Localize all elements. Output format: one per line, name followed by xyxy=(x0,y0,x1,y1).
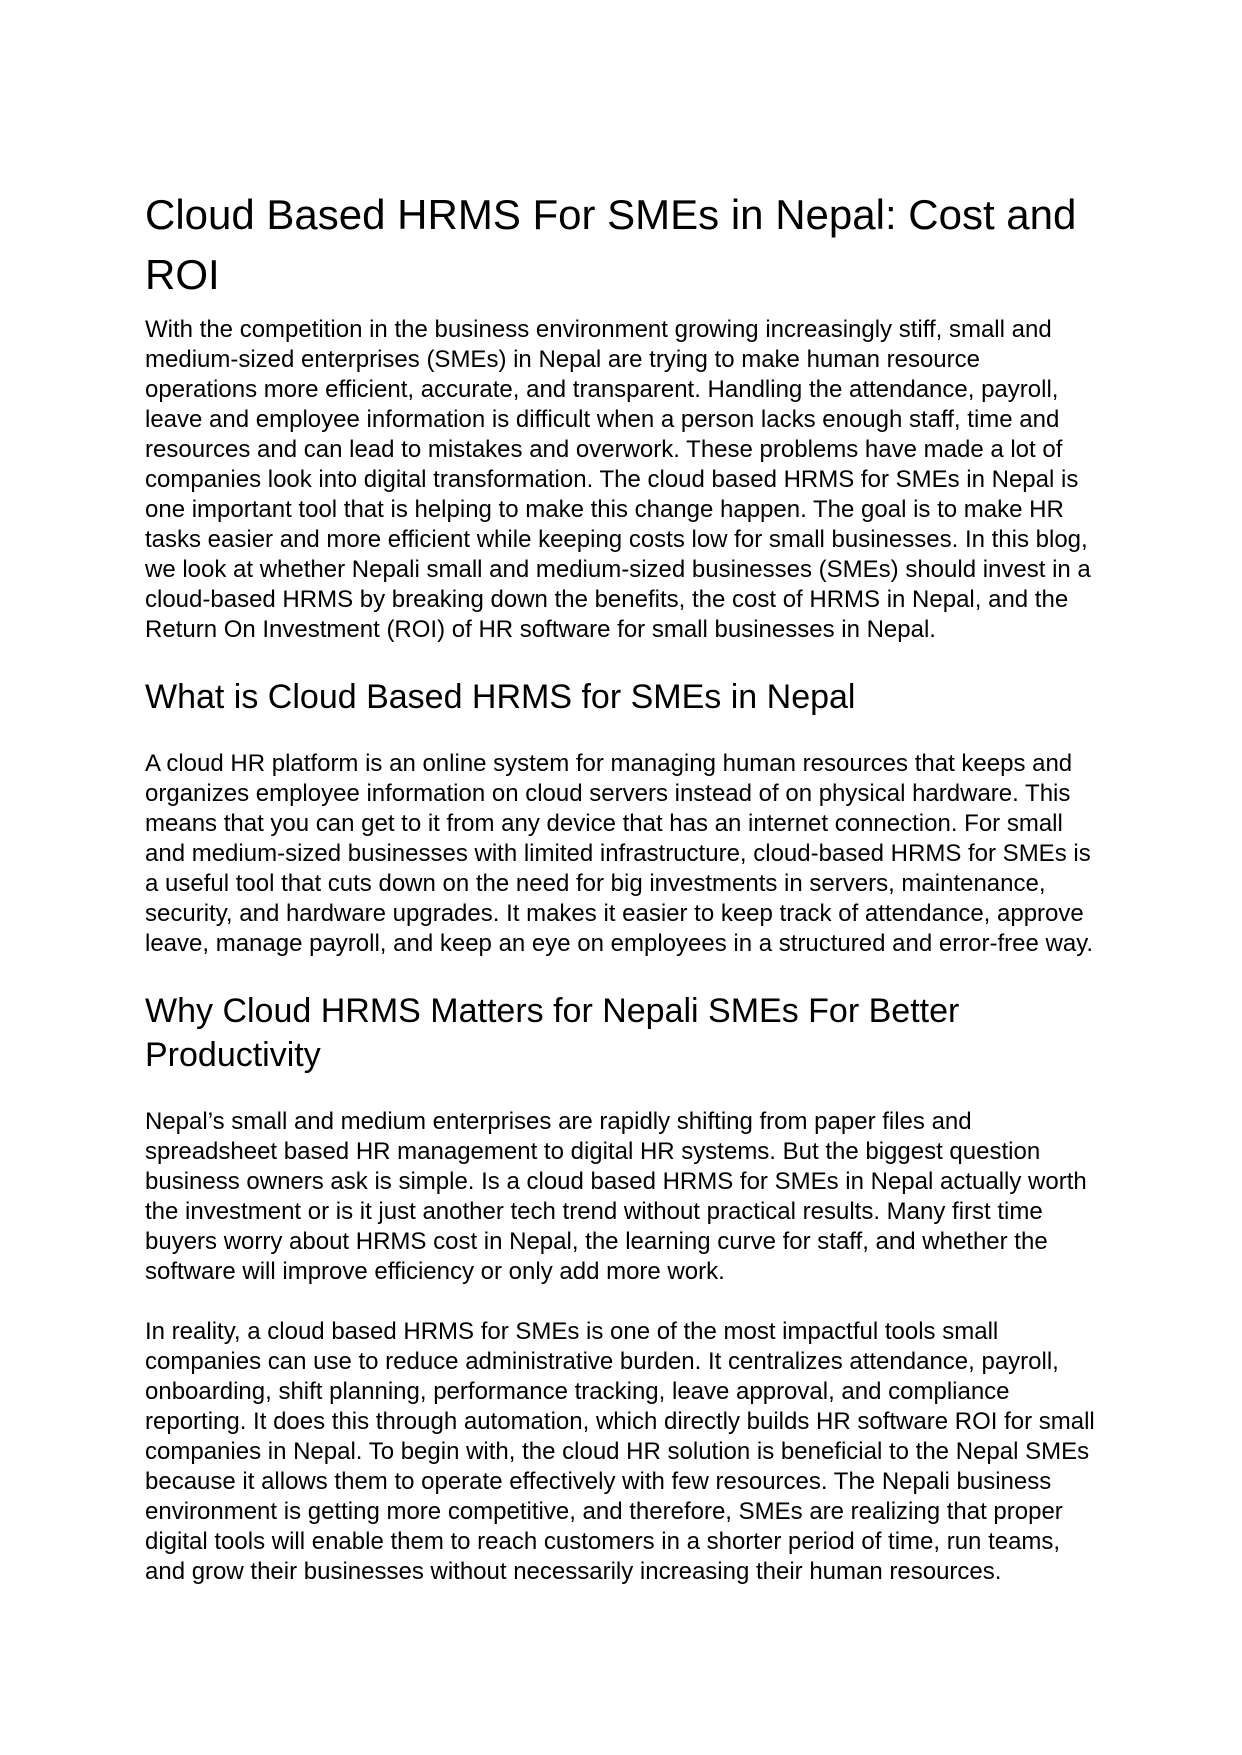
section-heading-what-is-cloud-hrms: What is Cloud Based HRMS for SMEs in Nepal xyxy=(145,678,856,716)
section-why-matters-paragraph-1: Nepal’s small and medium enterprises are rapidly shifting from paper files and spreadsheet based HR management to digital HR systems. But the biggest question business owners ask is simple. Is a cloud based HRMS for SMEs in Nepal actually worth the investment or is it just another tech trend without practical results. Many first time buyers worry about HRMS cost in Nepal, the learning curve for staff, and whether the software will improve efficiency or only add more work. xyxy=(145,1108,1087,1285)
intro-paragraph: With the competition in the business environment growing increasingly stiff, small and medium-sized enterprises (SMEs) in Nepal are trying to make human resource operations more efficient, accurate, and transparent. Handling the attendance, payroll, leave and employee information is difficult when a person lacks enough staff, time and resources and can lead to mistakes and overwork. These problems have made a lot of companies look into digital transformation. The cloud based HRMS for SMEs in Nepal is one important tool that is helping to make this change happen. The goal is to make HR tasks easier and more efficient while keeping costs low for small businesses. In this blog, we look at whether Nepali small and medium-sized businesses (SMEs) should invest in a cloud-based HRMS by breaking down the benefits, the cost of HRMS in Nepal, and the Return On Investment (ROI) of HR software for small businesses in Nepal. xyxy=(145,316,1091,643)
section-what-is-paragraph: A cloud HR platform is an online system for managing human resources that keeps and organizes employee information on cloud servers instead of on physical hardware. This means that you can get to it from any device that has an internet connection. For small and medium-sized businesses with limited infrastructure, cloud-based HRMS for SMEs is a useful tool that cuts down on the need for big investments in servers, maintenance, security, and hardware upgrades. It makes it easier to keep track of attendance, approve leave, manage payroll, and keep an eye on employees in a structured and error-free way. xyxy=(145,750,1094,957)
document-title: Cloud Based HRMS For SMEs in Nepal: Cost and ROI xyxy=(145,191,1077,298)
section-heading-why-cloud-hrms-matters: Why Cloud HRMS Matters for Nepali SMEs For Better Productivity xyxy=(145,992,960,1074)
section-why-matters-paragraph-2: In reality, a cloud based HRMS for SMEs is one of the most impactful tools small companies can use to reduce administrative burden. It centralizes attendance, payroll, onboarding, shift planning, performance tracking, leave approval, and compliance reporting. It does this through automation, which directly builds HR software ROI for small companies in Nepal. To begin with, the cloud HR solution is beneficial to the Nepal SMEs because it allows them to operate effectively with few resources. The Nepali business environment is getting more competitive, and therefore, SMEs are realizing that proper digital tools will enable them to reach customers in a shorter period of time, run teams, and grow their businesses without necessarily increasing their human resources. xyxy=(145,1318,1095,1585)
